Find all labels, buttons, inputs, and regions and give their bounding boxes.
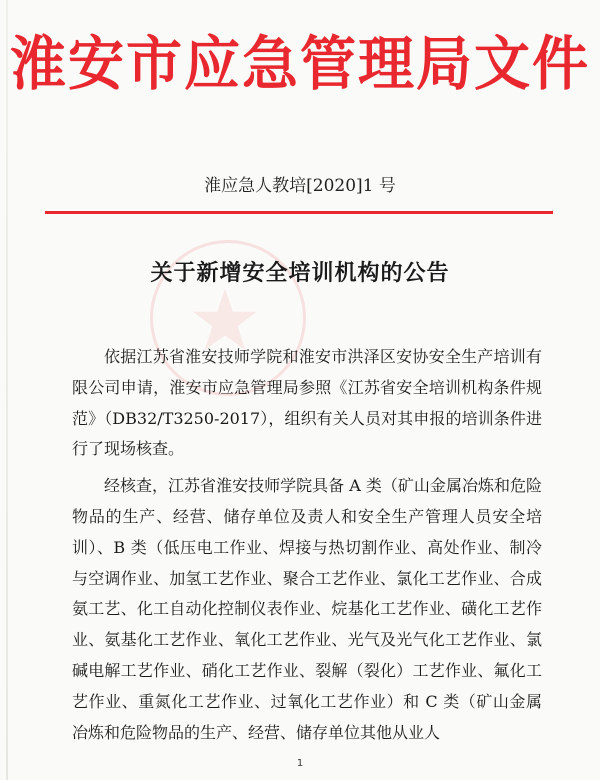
document-number: 淮应急人教培[2020]1 号 — [204, 176, 396, 196]
document-title: 关于新增安全培训机构的公告 — [150, 260, 450, 286]
page-number: 1 — [296, 758, 304, 769]
red-separator-line — [45, 211, 553, 214]
body-paragraph-2: 经核查，江苏省淮安技师学院具备 A 类（矿山金属冶炼和危险物品的生产、经营、储存单位及责人和安全生产管理人员安全培训）、B 类（低压电工作业、焊接与热切割作业、高处作业、制冷与空调作业、加氢工艺作业、聚合工艺作业、氯化工艺作业、合成氨工艺、化工自动化控制仪表作业、烷基化工艺作业、磺化工艺作业、氨基化工艺作业、氧化工艺作业、光气及光气化工艺作业、氯碱电解工艺作业、硝化工艺作业、裂解（裂化）工艺作业、氟化工艺作业、重氮化工艺作业、过氧化工艺作业）和 C 类（矿山金属冶炼和危险物品的生产、经营、储存单位其他从业人 — [72, 476, 542, 742]
issuer-masthead: 淮安市应急管理局文件 — [10, 30, 590, 99]
body-paragraph-1: 依据江苏省淮安技师学院和淮安市洪泽区安协安全生产培训有限公司申请，淮安市应急管理局参照《江苏省安全培训机构条件规范》（DB32/T3250-2017），组织有关人员对其申报的培训条件进行了现场核查。 — [72, 347, 542, 459]
document-body — [72, 342, 542, 748]
scan-edge-shadow — [6, 0, 8, 780]
